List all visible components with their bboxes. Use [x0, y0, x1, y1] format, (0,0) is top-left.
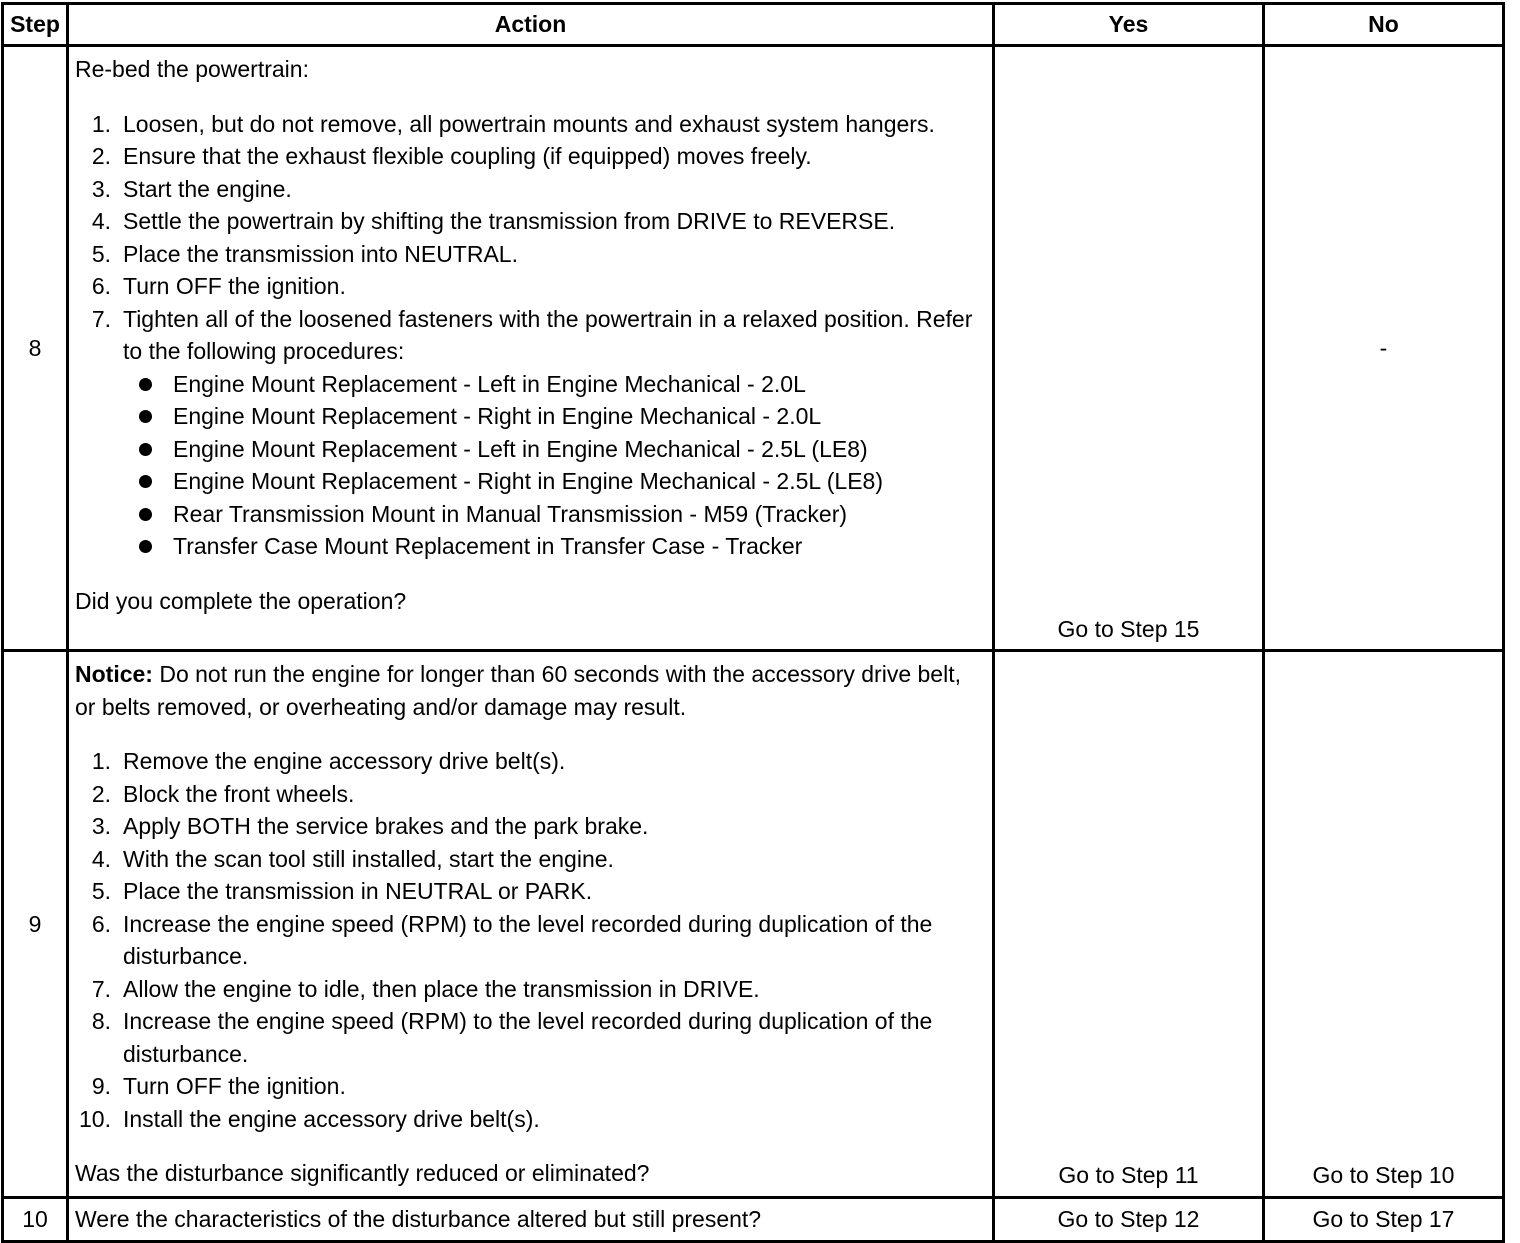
- bullet-icon: [139, 410, 152, 423]
- notice-text: Notice: Do not run the engine for longer than 60 seconds with the accessory drive belt, or belts removed, or overheating and/or damage may result.: [75, 661, 961, 720]
- table-row-step-8: [3, 46, 1504, 651]
- reference-link[interactable]: Engine Mount Replacement - Right in Engine Mechanical - 2.0L: [123, 400, 984, 433]
- yes-cell[interactable]: Go to Step 15: [994, 46, 1264, 651]
- notice-label: Notice:: [75, 661, 153, 687]
- header-row: [3, 4, 1504, 46]
- action-question: Were the characteristics of the disturbance altered but still present?: [68, 1197, 994, 1241]
- reference-link[interactable]: Rear Transmission Mount in Manual Transmission - M59 (Tracker): [123, 498, 984, 531]
- table-row-step-10: [3, 1197, 1504, 1241]
- no-cell: -: [1264, 46, 1504, 651]
- list-item: 4. Settle the powertrain by shifting the transmission from DRIVE to REVERSE.: [91, 208, 896, 234]
- bullet-icon: [139, 508, 152, 521]
- yes-cell[interactable]: Go to Step 12: [994, 1197, 1264, 1241]
- list-item: 1. Loosen, but do not remove, all powertrain mounts and exhaust system hangers.: [91, 110, 935, 137]
- reference-link[interactable]: Engine Mount Replacement - Left in Engine Mechanical - 2.0L: [123, 368, 984, 401]
- reference-link[interactable]: Transfer Case Mount Replacement in Transfer Case - Tracker: [123, 530, 984, 563]
- table-row-step-9: [3, 651, 1504, 1198]
- list-item: 4. With the scan tool still installed, start the engine.: [91, 845, 614, 872]
- reference-list: [123, 368, 984, 563]
- action-question: Was the disturbance significantly reduced or eliminated?: [75, 1160, 650, 1186]
- list-item: 6. Turn OFF the ignition.: [91, 273, 346, 299]
- action-intro: Re-bed the powertrain:: [75, 56, 309, 82]
- list-item: 2. Ensure that the exhaust flexible coupling (if equipped) moves freely.: [91, 143, 812, 169]
- procedure-list: [75, 108, 984, 563]
- no-cell[interactable]: Go to Step 10: [1264, 651, 1504, 1198]
- list-item: 3. Apply BOTH the service brakes and the park brake.: [91, 813, 649, 839]
- action-cell: [68, 46, 994, 651]
- step-number: 9: [3, 651, 68, 1198]
- header-step: Step: [3, 4, 68, 46]
- procedure-list: [75, 745, 984, 1135]
- bullet-icon: [139, 443, 152, 456]
- yes-cell[interactable]: Go to Step 11: [994, 651, 1264, 1198]
- reference-link[interactable]: Engine Mount Replacement - Right in Engine Mechanical - 2.5L (LE8): [123, 465, 984, 498]
- action-question: Did you complete the operation?: [75, 587, 407, 614]
- list-item: 7. Tighten all of the loosened fasteners with the powertrain in a relaxed position. Refer to the following procedures: Engine Mount Replacement - Left in Engine Mechanical - 2.0L Engine Mount Replacement - Right in Engine Mechanical - 2.0L Engine Mount Replacement - Left in Engine Mechanical - 2.5L (LE8) Engine Mount Replacement - Right in Engine Mechanical - 2.5L (LE8) Rear Transmission Mount in Manual Transmission - M59 (Tracker) Transfer Case Mount Replacement in Transfer Case - Tracker: [75, 303, 984, 563]
- list-item: 6. Increase the engine speed (RPM) to the level recorded during duplication of the disturbance.: [91, 910, 933, 969]
- list-item: 5. Place the transmission into NEUTRAL.: [91, 240, 518, 267]
- header-no: No: [1264, 4, 1504, 46]
- header-yes: Yes: [994, 4, 1264, 46]
- header-action: Action: [68, 4, 994, 46]
- action-cell: [68, 651, 994, 1198]
- diagnostic-table: [1, 2, 1505, 1243]
- bullet-icon: [139, 540, 152, 553]
- no-cell[interactable]: Go to Step 17: [1264, 1197, 1504, 1241]
- list-item: 9. Turn OFF the ignition.: [91, 1073, 346, 1099]
- list-item: 1. Remove the engine accessory drive belt(s).: [91, 748, 566, 774]
- list-item: 7. Allow the engine to idle, then place the transmission in DRIVE.: [91, 975, 760, 1002]
- list-item: 2. Block the front wheels.: [91, 780, 355, 807]
- list-item: 3. Start the engine.: [91, 175, 292, 202]
- step-number: 8: [3, 46, 68, 651]
- list-item: 8. Increase the engine speed (RPM) to the level recorded during duplication of the disturbance.: [91, 1008, 933, 1067]
- bullet-icon: [139, 475, 152, 488]
- bullet-icon: [139, 378, 152, 391]
- list-item: 5. Place the transmission in NEUTRAL or PARK.: [91, 878, 593, 904]
- reference-link[interactable]: Engine Mount Replacement - Left in Engine Mechanical - 2.5L (LE8): [123, 433, 984, 466]
- list-item: 10. Install the engine accessory drive belt(s).: [79, 1105, 540, 1132]
- step-number: 10: [3, 1197, 68, 1241]
